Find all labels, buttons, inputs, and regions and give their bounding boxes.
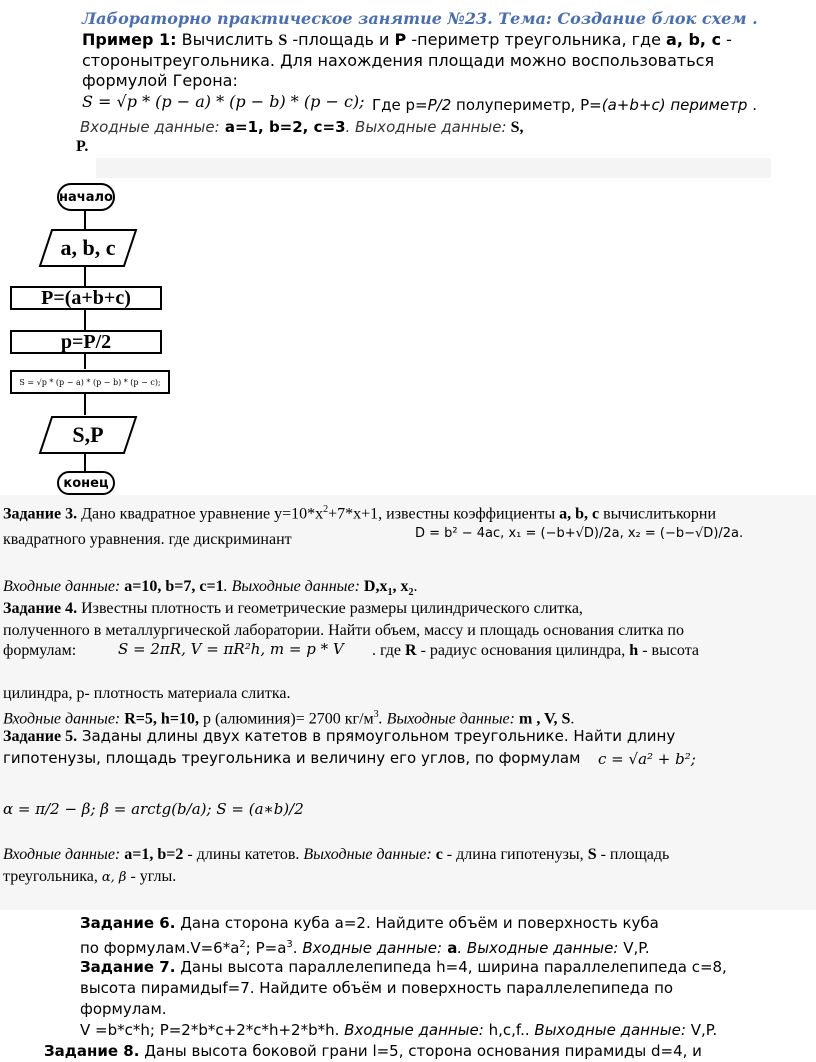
text: a=1, b=2, c=3	[219, 118, 346, 136]
text: -периметр треугольника, где	[406, 30, 667, 49]
text: Входные данные:	[3, 710, 121, 728]
text: S,	[506, 119, 524, 136]
text: , x	[392, 578, 409, 595]
text: - длина гипотенузы,	[442, 846, 588, 863]
text: 2	[323, 504, 329, 515]
text: .	[747, 96, 757, 114]
example1-label: Пример 1:	[82, 30, 177, 49]
task3-formula: D = b² − 4ac, x₁ = (−b+√D)/2a, x₂ = (−b−√D)/2a.	[415, 526, 744, 541]
text: 3	[373, 709, 379, 720]
text: a=10, b=7, c=1	[120, 578, 224, 595]
example1-line2: сторонытреугольника. Для нахождения площади можно воспользоваться	[82, 51, 715, 70]
text: - углы.	[126, 868, 177, 885]
text: - высота	[638, 642, 699, 659]
text: +7*x+1, известны коэффициенты	[328, 505, 560, 523]
flowchart-semiperimeter: p=P/2	[10, 330, 162, 354]
text: Дана сторона куба a=2. Найдите объём и поверхность куба	[175, 914, 659, 932]
text: . Выходные данные:	[345, 118, 507, 136]
task4-line3a: формулам:	[3, 642, 77, 659]
heron-formula: S = √p * (p − a) * (p − b) * (p − c);	[82, 92, 365, 111]
text: Входные данные:	[3, 578, 121, 595]
text: V =b*c*h; P=2*b*c+2*c*h+2*b*h.	[80, 1021, 345, 1039]
flowchart-area: S = √p * (p − a) * (p − b) * (p − c);	[10, 370, 170, 394]
text: - радиус основания цилиндра,	[416, 642, 630, 659]
text: . Выходные данные:	[223, 578, 360, 595]
text: .	[292, 939, 303, 957]
task4-line4: цилиндра, p- плотность материала слитка.	[3, 685, 291, 702]
example1-output-P	[76, 138, 88, 156]
task4-formula: S = 2πR, V = πR²h, m = p * V	[118, 640, 344, 658]
text: 3	[286, 939, 293, 950]
text: S	[587, 846, 597, 863]
text: .	[84, 138, 89, 155]
text: - длины катетов.	[183, 846, 304, 863]
task5-formula-angles: α = π/2 − β; β = arctg(b/a); S = (a∗b)/2	[3, 800, 304, 818]
task5-formula-c: c = √a² + b²;	[598, 750, 696, 768]
task7-line1	[80, 957, 727, 977]
text: по формулам.V=6*a	[80, 939, 240, 957]
text: 2	[239, 939, 246, 950]
text: Задание 5.	[3, 728, 78, 745]
flowchart-start: начало	[57, 183, 115, 211]
text: 2	[408, 587, 414, 599]
text: .	[570, 710, 575, 728]
text: . Выходные данные:	[457, 939, 619, 957]
example1-io	[80, 118, 523, 137]
example1-line3: формулой Герона:	[82, 71, 238, 90]
task7-line4	[80, 1020, 717, 1040]
text: Даны высота боковой грани l=5, сторона основания пирамиды d=4, и	[139, 1042, 702, 1060]
text: R=5, h=10,	[120, 710, 199, 728]
text: Задание 4.	[3, 600, 78, 617]
example1-paragraph	[82, 30, 802, 91]
flowchart-input: a, b, c	[60, 235, 116, 260]
task6-line2	[80, 935, 650, 958]
task7-line3: формулам.	[80, 1000, 167, 1018]
text: Задание 3.	[3, 505, 78, 523]
connector-line	[84, 353, 86, 369]
text: 1	[387, 587, 393, 599]
text: Даны высота параллелепипеда h=4, ширина параллелепипеда c=8,	[175, 958, 727, 976]
connector-line	[84, 266, 86, 286]
flowchart-perimeter: P=(a+b+c)	[10, 286, 162, 310]
example1-line1	[82, 30, 802, 51]
text: P	[394, 30, 407, 49]
text: Задание 7.	[80, 958, 176, 976]
text: P	[76, 138, 85, 155]
task3-line2: квадратного уравнения. где дискриминант	[3, 531, 292, 548]
text: вычислитькорни	[599, 505, 717, 523]
text: -	[721, 30, 732, 49]
text: a, b, c	[666, 30, 722, 49]
task5-io	[3, 845, 669, 865]
text: полупериметр, P=	[451, 96, 602, 114]
text: R	[405, 642, 417, 659]
text: a=1, b=2	[120, 846, 184, 863]
text: .	[413, 578, 418, 595]
task5-line1	[3, 726, 675, 747]
text: P/2	[427, 96, 452, 114]
task4-line3-rest	[372, 641, 699, 661]
text: V,P.	[618, 939, 650, 957]
task6-line1	[80, 913, 659, 933]
task4-line2: полученного в металлургической лаборатории. Найти объем, массу и площадь основания слитка по	[3, 622, 684, 639]
text: a, b, c	[559, 505, 600, 523]
text: Дано квадратное уравнение y=10*x	[77, 505, 324, 523]
task8-line1	[44, 1041, 702, 1061]
connector-line	[84, 453, 86, 471]
text: S	[278, 32, 288, 49]
connector-line	[84, 210, 86, 230]
semiperimeter-text	[372, 96, 757, 114]
text: h	[629, 642, 639, 659]
page-title: Лабораторно практическое занятие №23. Тема: Создание блок схем .	[82, 9, 758, 28]
text: Вычислить	[176, 30, 279, 49]
text: α, β	[101, 870, 127, 885]
text: D,x	[359, 578, 388, 595]
text: Известны плотность и геометрические размеры цилиндрического слитка,	[77, 600, 583, 617]
text: Где p=	[372, 96, 428, 114]
connector-line	[84, 393, 86, 415]
text: треугольника,	[3, 868, 98, 885]
text: - площадь	[596, 846, 670, 863]
text: -площадь и	[287, 30, 395, 49]
text: m , V, S	[514, 710, 571, 728]
text: V,P.	[685, 1021, 718, 1039]
task4-line1	[3, 599, 583, 619]
text: Входные данные:	[344, 1021, 484, 1039]
text: h,c,f..	[483, 1021, 530, 1039]
text: Выходные данные:	[529, 1021, 686, 1039]
task5-line2: гипотенузы, площадь треугольника и величину его углов, по формулам	[3, 749, 581, 767]
text: Входные данные:	[3, 846, 121, 863]
text: p (алюминия)= 2700 кг/м	[198, 710, 374, 728]
flowchart-output: S,P	[72, 422, 104, 447]
text: Заданы длины двух катетов в прямоугольном треугольнике. Найти длину	[77, 727, 676, 745]
task3-line1	[3, 500, 815, 524]
text: (a+b+c) периметр	[601, 96, 748, 114]
task7-line2: высота пирамидыf=7. Найдите объём и поверхность параллелепипеда по	[80, 979, 674, 997]
text: ; P=a	[245, 939, 287, 957]
text: Выходные данные:	[303, 846, 432, 863]
text: Задание 6.	[80, 914, 176, 932]
task5-last-line	[3, 867, 176, 888]
text: a	[442, 939, 458, 957]
flowchart-end: конец	[57, 471, 115, 495]
text: . где	[372, 642, 406, 659]
text: Входные данные:	[302, 939, 443, 957]
text: c	[431, 846, 443, 863]
text: Задание 8.	[44, 1042, 140, 1060]
connector-line	[84, 310, 86, 330]
text: . Выходные данные:	[378, 710, 515, 728]
text: Входные данные:	[80, 118, 220, 136]
